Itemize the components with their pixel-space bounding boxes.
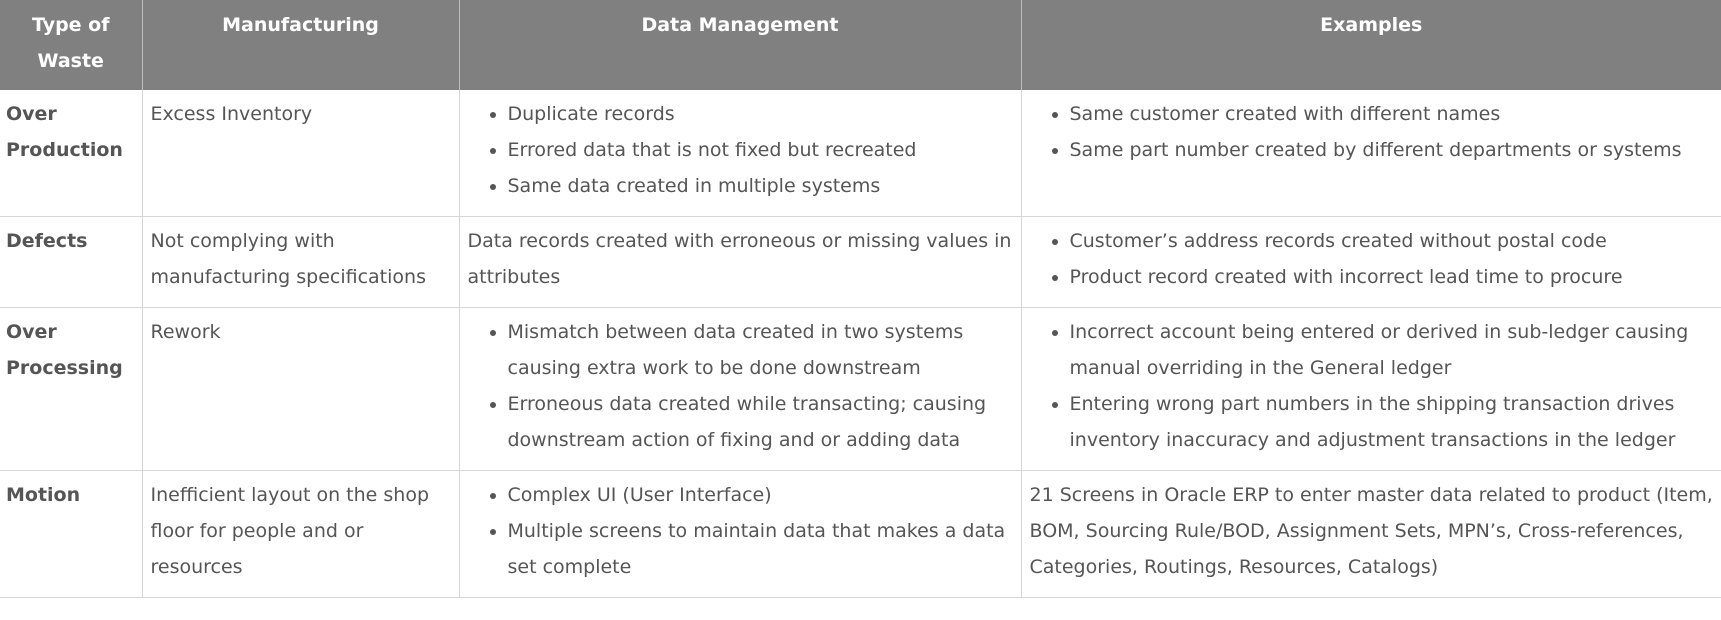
examples-list <box>1030 314 1714 458</box>
header-type-of-waste: Type of Waste <box>0 0 142 90</box>
data-management-list <box>468 314 1013 458</box>
waste-type-cell: Over Production <box>0 90 142 217</box>
list-item: • Duplicate records <box>508 96 1013 132</box>
table-row <box>0 308 1721 471</box>
examples-cell <box>1021 308 1721 471</box>
data-management-list <box>468 96 1013 204</box>
manufacturing-cell: Not complying with manufacturing specifications <box>142 217 459 308</box>
waste-type-cell: Over Processing <box>0 308 142 471</box>
header-manufacturing: Manufacturing <box>142 0 459 90</box>
examples-cell <box>1021 217 1721 308</box>
list-item: • Multiple screens to maintain data that makes a data set complete <box>508 513 1013 585</box>
list-item: • Same data created in multiple systems <box>508 168 1013 204</box>
manufacturing-cell: Rework <box>142 308 459 471</box>
data-management-cell: Data records created with erroneous or missing values in attributes <box>459 217 1021 308</box>
table-row <box>0 90 1721 217</box>
list-item: • Complex UI (User Interface) <box>508 477 1013 513</box>
data-management-cell <box>459 308 1021 471</box>
examples-list <box>1030 96 1714 168</box>
examples-cell <box>1021 90 1721 217</box>
list-item: • Same customer created with different names <box>1070 96 1714 132</box>
manufacturing-cell: Inefficient layout on the shop floor for people and or resources <box>142 471 459 598</box>
table-header-row <box>0 0 1721 90</box>
list-item: • Mismatch between data created in two systems causing extra work to be done downstream <box>508 314 1013 386</box>
manufacturing-cell: Excess Inventory <box>142 90 459 217</box>
data-management-cell <box>459 90 1021 217</box>
list-item: • Errored data that is not fixed but recreated <box>508 132 1013 168</box>
table-row <box>0 471 1721 598</box>
list-item: • Same part number created by different departments or systems <box>1070 132 1714 168</box>
table-row <box>0 217 1721 308</box>
waste-type-cell: Motion <box>0 471 142 598</box>
list-item: • Product record created with incorrect lead time to procure <box>1070 259 1714 295</box>
waste-type-cell: Defects <box>0 217 142 308</box>
data-management-list <box>468 477 1013 585</box>
list-item: • Incorrect account being entered or derived in sub-ledger causing manual overriding in the General ledger <box>1070 314 1714 386</box>
header-examples: Examples <box>1021 0 1721 90</box>
list-item: • Erroneous data created while transacting; causing downstream action of fixing and or adding data <box>508 386 1013 458</box>
list-item: • Entering wrong part numbers in the shipping transaction drives inventory inaccuracy and adjustment transactions in the ledger <box>1070 386 1714 458</box>
header-data-management: Data Management <box>459 0 1021 90</box>
data-management-cell <box>459 471 1021 598</box>
list-item: • Customer’s address records created without postal code <box>1070 223 1714 259</box>
examples-list <box>1030 223 1714 295</box>
examples-cell: 21 Screens in Oracle ERP to enter master data related to product (Item, BOM, Sourcing Rule/BOD, Assignment Sets, MPN’s, Cross-references, Categories, Routings, Resources, Catalogs) <box>1021 471 1721 598</box>
